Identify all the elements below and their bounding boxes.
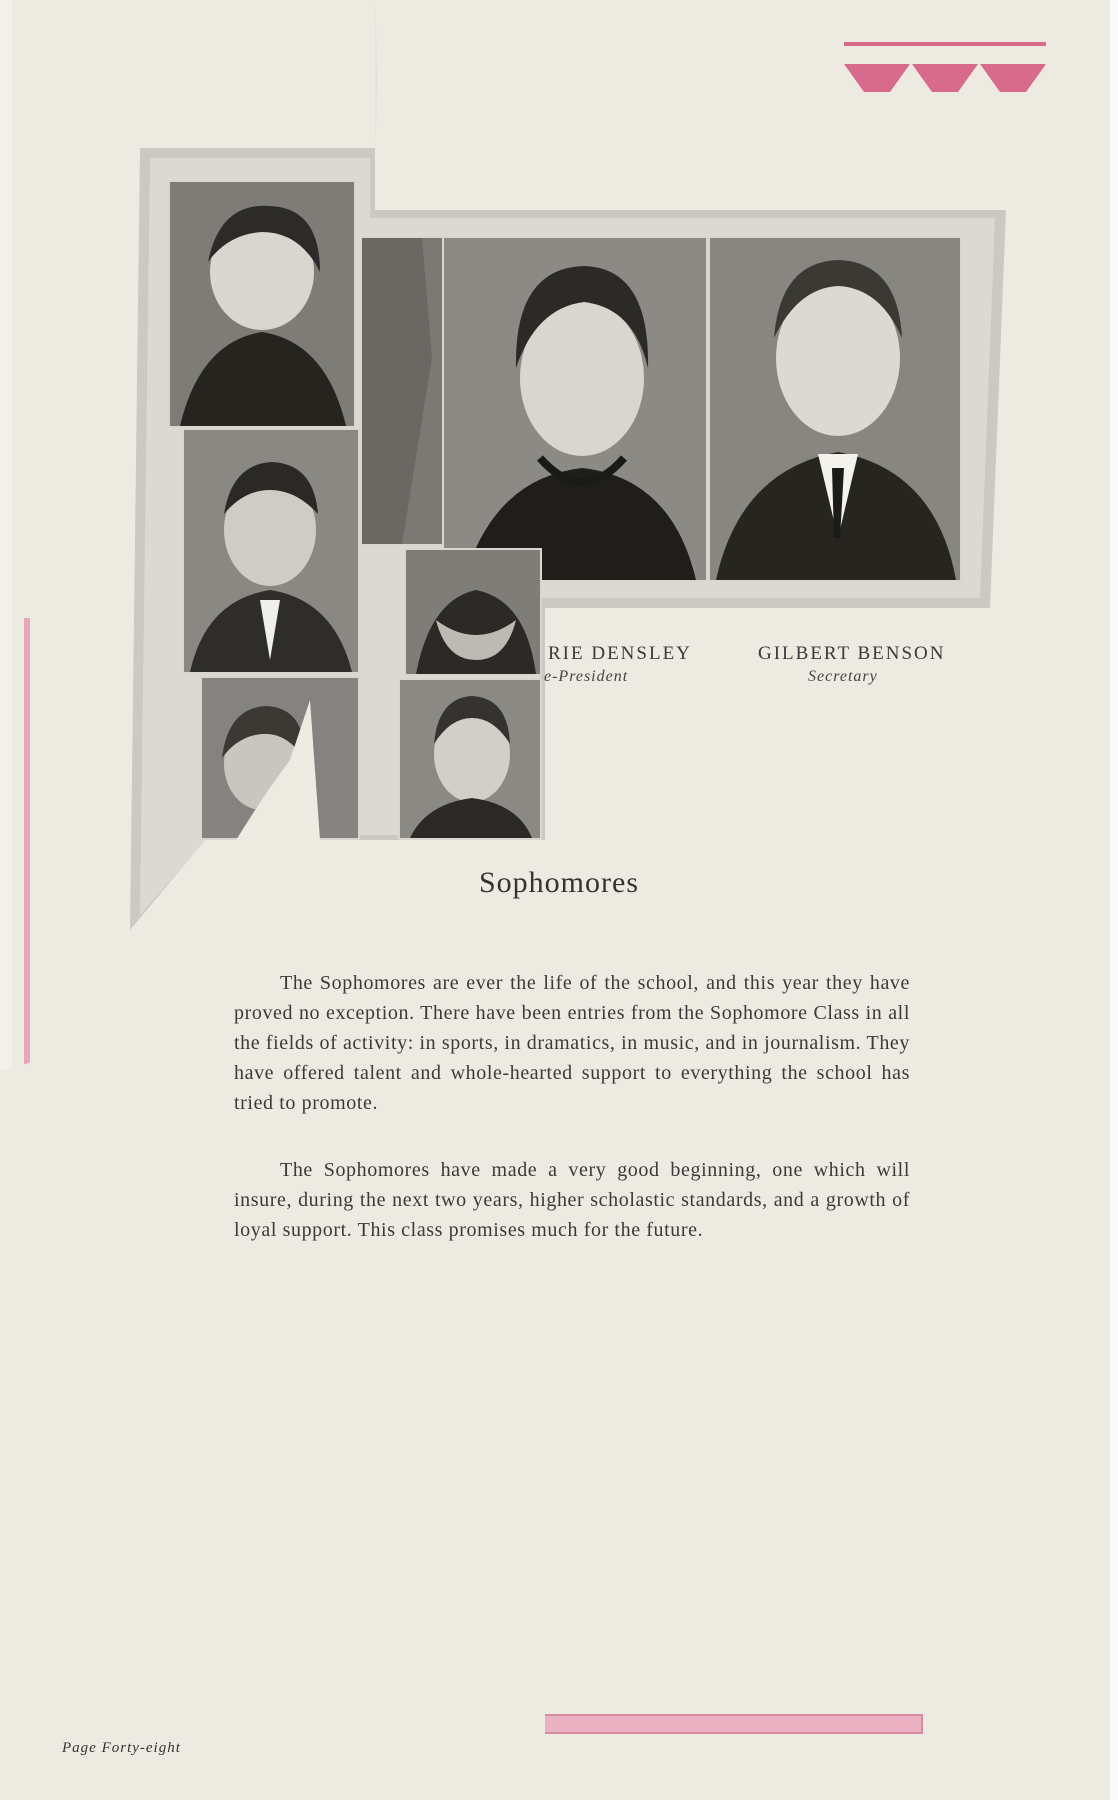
officer-title-secretary: Secretary xyxy=(808,668,878,685)
officer-name-vice-president: RIE DENSLEY xyxy=(548,643,692,664)
officer-name-secretary: GILBERT BENSON xyxy=(758,643,946,664)
body-paragraph-1: The Sophomores are ever the life of the school, and this year they have proved no exception. There have been entries from the Sophomore Class in all the fields of activity: in sports, in dramatics, in music, and in journalism. They have offered talent and whole-hearted support to everything the school has tried to promote. xyxy=(234,972,910,1114)
section-heading: Sophomores xyxy=(479,866,639,899)
page-number: Page Forty-eight xyxy=(62,1740,181,1756)
body-paragraph-2: The Sophomores have made a very good beginning, one which will insure, during the next two years, higher scholastic standards, and a growth of loyal support. This class promises much for the future. xyxy=(234,1159,910,1241)
officer-title-vice-president: e-President xyxy=(544,668,629,685)
